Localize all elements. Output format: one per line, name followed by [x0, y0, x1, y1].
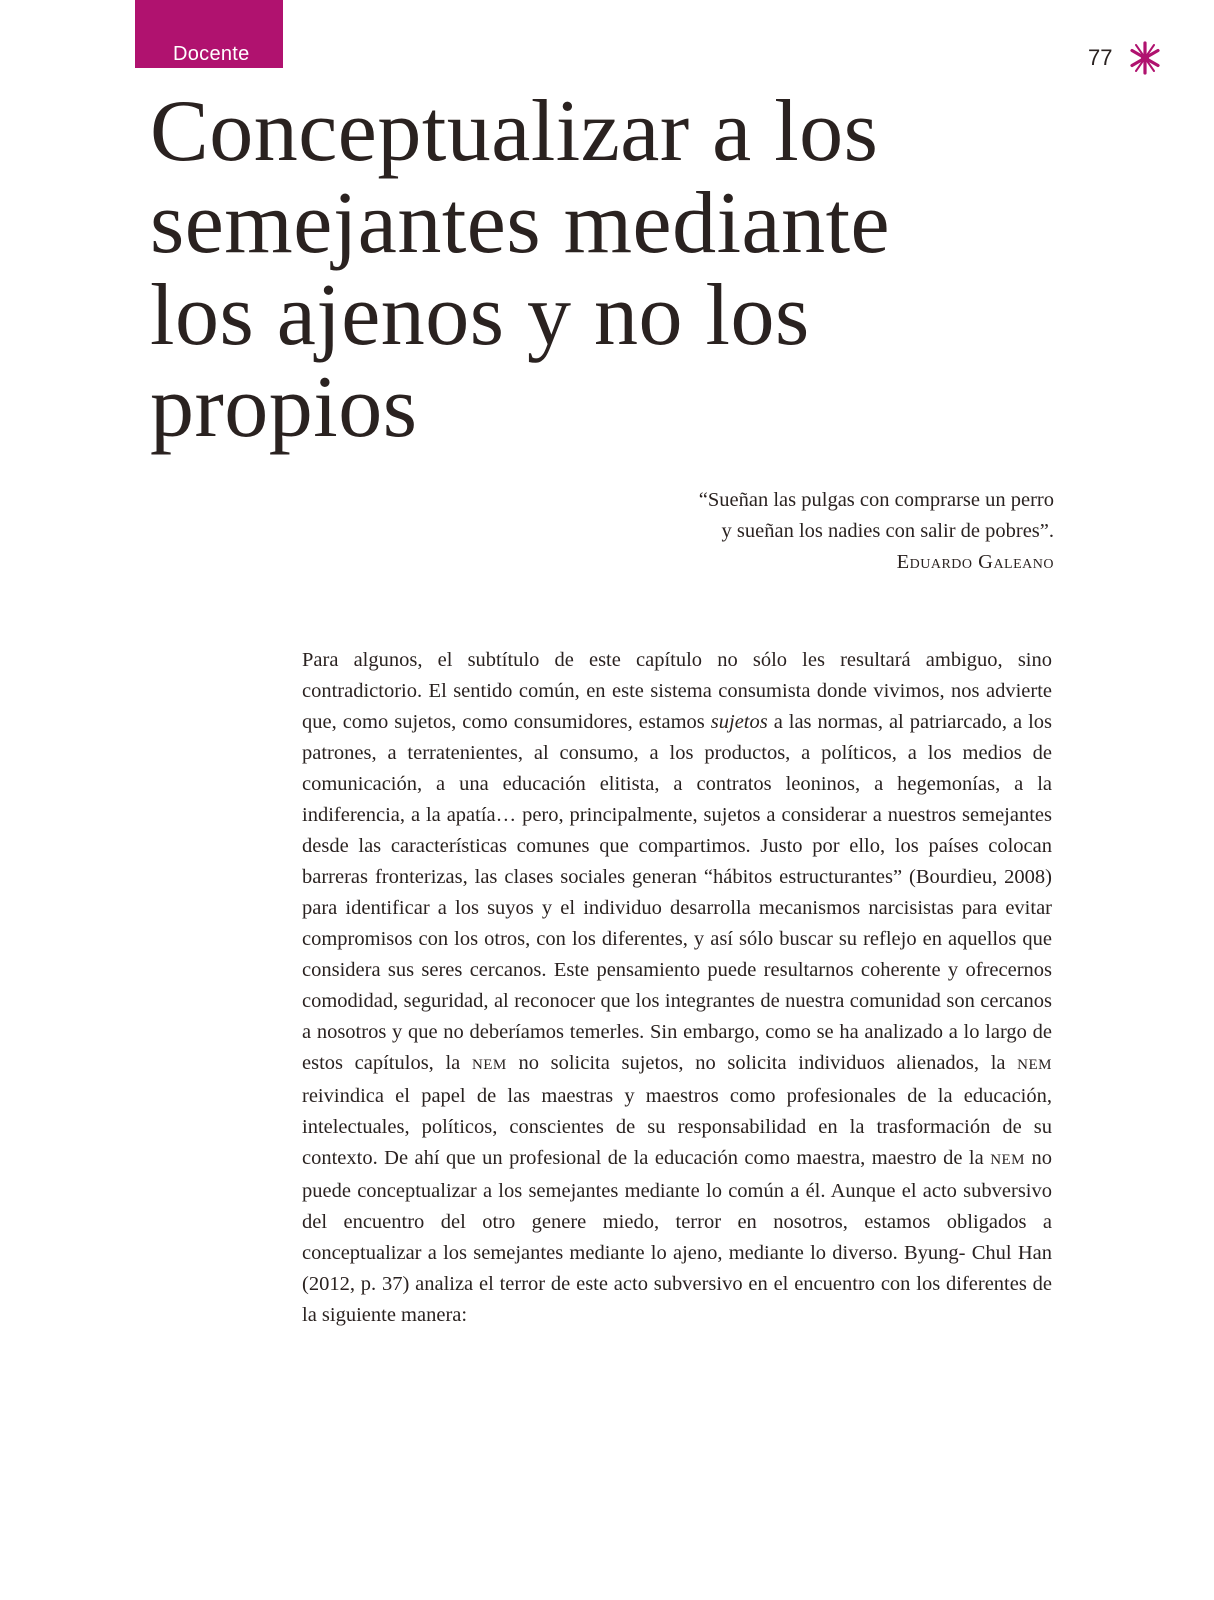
page-title	[150, 83, 1070, 456]
title-line-3: los ajenos y no los	[150, 267, 810, 364]
section-tab	[135, 0, 283, 68]
body-text-4: reivindica el papel de las maestras y maestros como profesionales de la educación, intelectuales, políticos, conscientes de su responsabilidad en la trasformación de su contexto. De ahí que un profesional de la educación como maestra, maestro de la	[302, 1085, 1052, 1169]
title-line-4: propios	[150, 359, 418, 456]
acronym-nem: NEM	[990, 1152, 1026, 1168]
title-line-1: Conceptualizar a los	[150, 83, 879, 180]
epigraph-line-1: “Sueñan las pulgas con comprarse un perro	[698, 489, 1054, 511]
section-label: Docente	[173, 43, 250, 65]
body-text-5: no puede conceptualizar a los semejantes mediante lo común a él. Aunque el acto subversivo del encuentro del otro genere miedo, terror en nosotros, estamos obligados a conceptualizar a los semejantes mediante lo ajeno, mediante lo diverso. Byung- Chul Han (2012, p. 37) analiza el terror de este acto subversivo en el encuentro con los diferentes de la siguiente manera:	[302, 1147, 1052, 1326]
epigraph-line-2: y sueñan los nadies con salir de pobres”.	[721, 520, 1054, 542]
epigraph	[494, 485, 1054, 578]
acronym-nem: NEM	[1017, 1057, 1052, 1073]
body-emphasis: sujetos	[710, 711, 768, 733]
page-number: 77	[1088, 45, 1113, 70]
acronym-nem: NEM	[471, 1057, 507, 1073]
body-text-3: no solicita sujetos, no solicita individuos alienados, la	[506, 1052, 1018, 1074]
epigraph-author: Eduardo Galeano	[896, 551, 1054, 573]
body-text-1: Para algunos, el subtítulo de este capítulo no sólo les resultará ambiguo, sino contradictorio. El sentido común, en este sistema consumista donde vivimos, nos advierte que, como sujetos, como consumidores, estamos	[302, 649, 1052, 733]
body-paragraph	[302, 645, 1052, 1331]
title-line-2: semejantes mediante	[150, 175, 891, 272]
body-text-2: a las normas, al patriarcado, a los patrones, a terratenientes, al consumo, a los productos, a políticos, a los medios de comunicación, a una educación elitista, a contratos leoninos, a hegemonías, a la indiferencia, a la apatía… pero, principalmente, sujetos a considerar a nuestros semejantes desde las características comunes que compartimos. Justo por ello, los países colocan barreras fronterizas, las clases sociales generan “hábitos estructurantes” (Bourdieu, 2008) para identificar a los suyos y el individuo desarrolla mecanismos narcisistas para evitar compromisos con los otros, con los diferentes, y así sólo buscar su reflejo en aquellos que considera sus seres cercanos. Este pensamiento puede resultarnos coherente y ofrecernos comodidad, seguridad, al reconocer que los integrantes de nuestra comunidad son cercanos a nosotros y que no deberíamos temerles. Sin embargo, como se ha analizado a lo largo de estos capítulos, la	[302, 711, 1052, 1074]
asterisk-icon	[1127, 40, 1163, 76]
